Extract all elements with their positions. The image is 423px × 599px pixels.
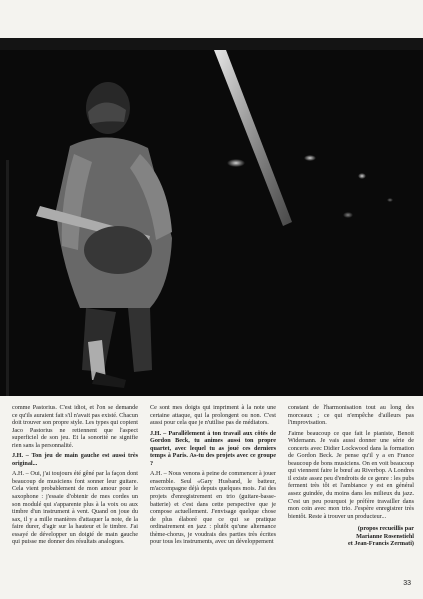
interview-question: J.H. – Ton jeu de main gauche est aussi très original... — [12, 452, 138, 467]
credits-line: et Jean-Francis Zermati) — [348, 540, 414, 548]
credits-line: Marianne Rosenstiehl — [356, 532, 414, 540]
page-number: 33 — [403, 580, 411, 587]
paragraph: Ce sont mes doigts qui impriment à la note une certaine attaque, qui la prolongent ou non. C'est aussi pour cela que je n'utilise pas de médiators. — [150, 404, 276, 427]
article-columns — [10, 404, 413, 584]
article-column-1 — [12, 404, 138, 549]
paragraph: A.H. – Nous venons à peine de commencer à jouer ensemble. Seul «Gary Husband, le batteur, m'accompagne déjà depuis quelques mois. J'ai des projets d'enregistrement en trio (guitare-basse-batterie) et c'est dans cette perspective que je compose actuellement. J'envisage quelque chose de plus élaboré que ce qui se pratique ordinairement en jazz : plutôt qu'une alternance thème-chorus, je voudrais des parties très écrites pour tous les instruments, avec un développement — [150, 470, 276, 546]
paragraph: comme Pastorius. C'est idiot, et l'on se demande ce qu'ils auraient fait s'il n'avait pas existé. Chacun doit trouver son propre style. Les types qui copient Jaco Pastorius ne retiennent que l'aspect superficiel de son jeu. Et la sonorité ne signifie rien sans la personnalité. — [12, 404, 138, 449]
top-black-bar — [0, 38, 423, 50]
interview-question: J.H. – Parallèlement à ton travail aux côtés de Gordon Beck, tu animes aussi ton propre quartet, avec lequel tu as joué ces derniers temps à Paris. As-tu des projets avec ce groupe ? — [150, 429, 276, 467]
article-column-3 — [288, 404, 414, 548]
interview-credits — [288, 525, 414, 548]
concert-photo — [0, 50, 423, 396]
article-column-2 — [150, 404, 276, 549]
paragraph: constant de l'harmonisation tout au long des morceaux ; ce qui n'empêche d'ailleurs pas l'improvisation. — [288, 404, 414, 427]
paragraph: A.H. – Oui, j'ai toujours été gêné par la façon dont beaucoup de musiciens font sonner leur guitare. Cela vient probablement de mon amour pour le saxophone : j'essaie d'obtenir de mes cordes un son modulé qui s'apparente plus à la voix ou aux timbre d'un instrument à vent. Quand on joue du sax, il y a mille manières d'attaquer la note, de la faire durer, d'agir sur la hauteur et le timbre. J'ai essayé de développer un doigté de main gauche qui puisse me donner des résultats analogues. — [12, 470, 138, 546]
credits-line: (propos recueillis par — [357, 525, 414, 533]
paragraph: J'aime beaucoup ce que fait le pianiste, Benoit Widemann. Je vais aussi donner une série de concerts avec Didier Lockwood dans la formation de Gordon Beck. Je pense qu'il y a en France beaucoup de bons musiciens. On en voit beaucoup qui viennent faire le bœuf au Riverbop. A Londres il existe assez peu d'endroits de ce genre : les pubs ferment très tôt et l'ambiance y est en général assez guindée, du moins dans les milieux du jazz. C'est un peu pourquoi je préfère travailler dans mon coin avec mon trio. J'espère enregistrer très bientôt. Reste à trouver un producteur... — [288, 429, 414, 520]
